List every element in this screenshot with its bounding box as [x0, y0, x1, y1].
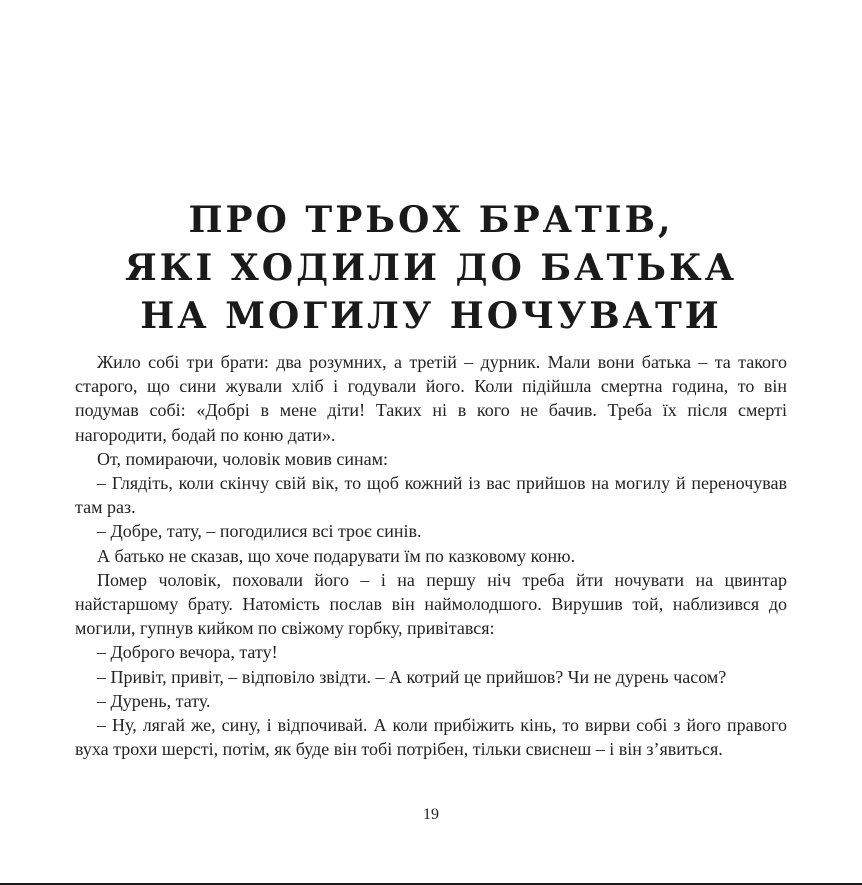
paragraph: – Привіт, привіт, – відповіло звідти. – А котрий це прийшов? Чи не дурень часом?: [97, 666, 727, 687]
title-line-1: ПРО ТРЬОХ БРАТІВ,: [188, 199, 674, 241]
paragraph: Жило собі три брати: два розумних, а третій – дурник. Мали вони батька – та такого старого, що сини жували хліб і годували його. Коли підійшла смертна година, то він подумав собі: «Добрі в мене діти! Таких ні в кого не бачив. Треба їх після смерті нагородити, бодай по коню дати».: [75, 352, 787, 445]
paragraph: – Дурень, тату.: [97, 690, 211, 711]
story-text: [75, 350, 787, 761]
paragraph: Помер чоловік, поховали його – і на першу ніч треба йти ночувати на цвинтар найстаршому брату. Натомість послав він наймолодшого. Вирушив той, наблизився до могили, гупнув кийком по свіжому горбку, привітався:: [75, 569, 787, 639]
paragraph: От, помираючи, чоловік мовив синам:: [97, 448, 388, 469]
paragraph: – Ну, лягай же, сину, і відпочивай. А коли прибіжить кінь, то вирви собі з його правого вуха трохи шерсті, потім, як буде він тобі потрібен, тільки свиснеш – і він з’явиться.: [75, 715, 787, 760]
paragraph: – Добре, тату, – погодилися всі троє синів.: [97, 521, 422, 542]
paragraph: А батько не сказав, що хоче подарувати їм по казковому коню.: [97, 545, 576, 566]
story-title: [0, 196, 862, 340]
title-line-2: ЯКІ ХОДИЛИ ДО БАТЬКА: [124, 247, 738, 289]
title-line-3: НА МОГИЛУ НОЧУВАТИ: [140, 295, 722, 337]
paragraph: – Глядіть, коли скінчу свій вік, то щоб кожний із вас прийшов на могилу й переночував там раз.: [75, 473, 787, 518]
paragraph: – Доброго вечора, тату!: [97, 642, 278, 663]
page-number: 19: [423, 806, 439, 823]
